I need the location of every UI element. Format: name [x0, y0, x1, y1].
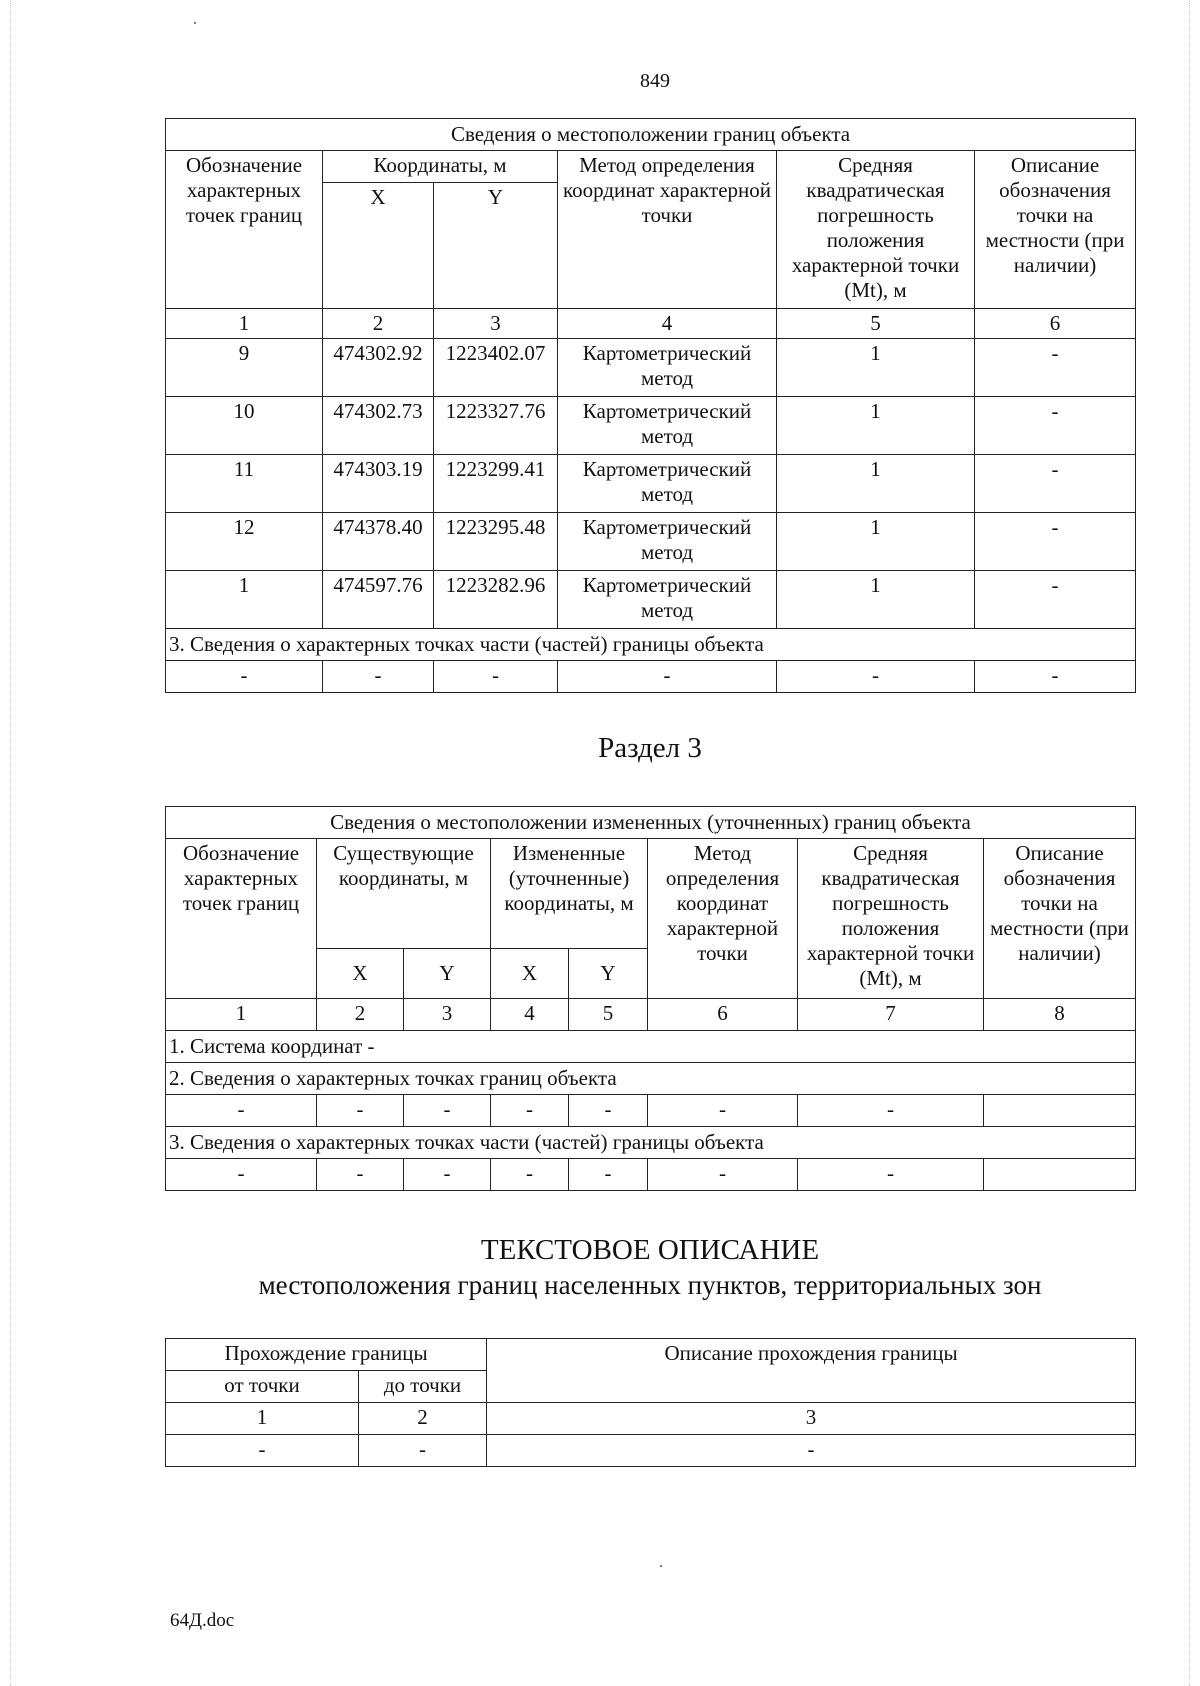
- text-description-subtitle: местоположения границ населенных пунктов, территориальных зон: [258, 1270, 1042, 1300]
- table-row: [166, 571, 1136, 629]
- col-number: 7: [798, 999, 984, 1031]
- empty-cell: -: [777, 661, 975, 693]
- point-cell: 10: [166, 397, 323, 455]
- desc-cell: -: [975, 339, 1136, 397]
- coordinate-system-label: 1. Система координат -: [166, 1031, 1136, 1063]
- column-number-row: [166, 999, 1136, 1031]
- col-number: 2: [323, 309, 434, 339]
- y-cell: 1223295.48: [434, 513, 558, 571]
- col-number: 5: [569, 999, 648, 1031]
- col-header-designation: Обозначение характерных точек границ: [166, 151, 323, 309]
- empty-cell: -: [569, 1095, 648, 1127]
- table-row: [166, 1095, 1136, 1127]
- scan-speck: [194, 22, 196, 24]
- col-header-from-point: от точки: [166, 1371, 359, 1403]
- point-cell: 1: [166, 571, 323, 629]
- empty-cell: -: [648, 1159, 798, 1191]
- scan-speck: [660, 1565, 662, 1567]
- col-header-changed-coords: Измененные (уточненные) координаты, м: [491, 839, 648, 949]
- column-number-row: [166, 1403, 1136, 1435]
- empty-cell: -: [648, 1095, 798, 1127]
- section-label: 2. Сведения о характерных точках границ объекта: [166, 1063, 1136, 1095]
- method-cell: Картометрический метод: [558, 571, 777, 629]
- x-cell: 474378.40: [323, 513, 434, 571]
- empty-cell: -: [404, 1159, 491, 1191]
- table-caption: Сведения о местоположении измененных (уточненных) границ объекта: [166, 807, 1136, 839]
- empty-cell: -: [434, 661, 558, 693]
- table-row: [166, 1159, 1136, 1191]
- x-cell: 474597.76: [323, 571, 434, 629]
- col-header-existing-coords: Существующие координаты, м: [317, 839, 491, 949]
- mt-cell: 1: [777, 571, 975, 629]
- desc-cell: -: [975, 455, 1136, 513]
- empty-cell: -: [359, 1435, 487, 1467]
- empty-cell: -: [404, 1095, 491, 1127]
- section-label: 3. Сведения о характерных точках части (частей) границы объекта: [166, 629, 1136, 661]
- y-cell: 1223327.76: [434, 397, 558, 455]
- changed-boundaries-table: [165, 806, 1136, 1191]
- mt-cell: 1: [777, 455, 975, 513]
- mt-cell: 1: [777, 513, 975, 571]
- boundary-passage-table: [165, 1338, 1136, 1467]
- col-header-coordinates: Координаты, м: [323, 151, 558, 183]
- table-caption: Сведения о местоположении границ объекта: [166, 119, 1136, 151]
- empty-cell: -: [975, 661, 1136, 693]
- col-header-x: X: [323, 183, 434, 309]
- empty-cell: -: [166, 661, 323, 693]
- col-number: 3: [434, 309, 558, 339]
- mt-cell: 1: [777, 339, 975, 397]
- col-number: 3: [404, 999, 491, 1031]
- point-cell: 12: [166, 513, 323, 571]
- empty-cell: [984, 1095, 1136, 1127]
- scan-right-edge: [1189, 0, 1200, 1686]
- column-number-row: [166, 309, 1136, 339]
- empty-cell: -: [487, 1435, 1136, 1467]
- table-row: [166, 661, 1136, 693]
- col-number: 2: [317, 999, 404, 1031]
- col-header-error: Средняя квадратическая погрешность положения характерной точки (Mt), м: [777, 151, 975, 309]
- table-row: [166, 339, 1136, 397]
- page-number: 849: [640, 70, 670, 92]
- desc-cell: -: [975, 397, 1136, 455]
- empty-cell: -: [166, 1159, 317, 1191]
- x-cell: 474302.92: [323, 339, 434, 397]
- boundary-location-table: [165, 118, 1136, 693]
- empty-cell: -: [491, 1095, 569, 1127]
- point-cell: 9: [166, 339, 323, 397]
- empty-cell: [984, 1159, 1136, 1191]
- table-row: [166, 513, 1136, 571]
- col-header-designation: Обозначение характерных точек границ: [166, 839, 317, 999]
- col-header-error: Средняя квадратическая погрешность положения характерной точки (Mt), м: [798, 839, 984, 999]
- empty-cell: -: [317, 1159, 404, 1191]
- point-cell: 11: [166, 455, 323, 513]
- mt-cell: 1: [777, 397, 975, 455]
- table-row: [166, 1435, 1136, 1467]
- empty-cell: -: [569, 1159, 648, 1191]
- method-cell: Картометрический метод: [558, 397, 777, 455]
- col-header-description: Описание обозначения точки на местности (при наличии): [975, 151, 1136, 309]
- col-number: 4: [491, 999, 569, 1031]
- section-label: 3. Сведения о характерных точках части (частей) границы объекта: [166, 1127, 1136, 1159]
- desc-cell: -: [975, 571, 1136, 629]
- desc-cell: -: [975, 513, 1136, 571]
- x-cell: 474303.19: [323, 455, 434, 513]
- col-header-passage: Прохождение границы: [166, 1339, 487, 1371]
- table-row: [166, 397, 1136, 455]
- col-number: 6: [975, 309, 1136, 339]
- empty-cell: -: [491, 1159, 569, 1191]
- col-header-method: Метод определения координат характерной точки: [558, 151, 777, 309]
- table-row: [166, 455, 1136, 513]
- y-cell: 1223282.96: [434, 571, 558, 629]
- col-number: 1: [166, 999, 317, 1031]
- x-cell: 474302.73: [323, 397, 434, 455]
- empty-cell: -: [798, 1095, 984, 1127]
- method-cell: Картометрический метод: [558, 455, 777, 513]
- col-number: 6: [648, 999, 798, 1031]
- col-header-method: Метод определения координат характерной точки: [648, 839, 798, 999]
- col-header-description: Описание обозначения точки на местности (при наличии): [984, 839, 1136, 999]
- col-number: 8: [984, 999, 1136, 1031]
- method-cell: Картометрический метод: [558, 513, 777, 571]
- footer-filename: 64Д.doc: [170, 1610, 235, 1631]
- col-number: 2: [359, 1403, 487, 1435]
- col-header-y: Y: [569, 949, 648, 999]
- method-cell: Картометрический метод: [558, 339, 777, 397]
- y-cell: 1223402.07: [434, 339, 558, 397]
- col-header-x: X: [317, 949, 404, 999]
- col-header-to-point: до точки: [359, 1371, 487, 1403]
- col-number: 4: [558, 309, 777, 339]
- section-heading: Раздел 3: [598, 732, 702, 764]
- col-header-x: X: [491, 949, 569, 999]
- col-header-passage-description: Описание прохождения границы: [487, 1339, 1136, 1403]
- col-header-y: Y: [404, 949, 491, 999]
- col-header-y: Y: [434, 183, 558, 309]
- empty-cell: -: [166, 1435, 359, 1467]
- empty-cell: -: [798, 1159, 984, 1191]
- empty-cell: -: [317, 1095, 404, 1127]
- empty-cell: -: [323, 661, 434, 693]
- empty-cell: -: [166, 1095, 317, 1127]
- col-number: 1: [166, 309, 323, 339]
- scan-left-edge: [0, 0, 11, 1686]
- empty-cell: -: [558, 661, 777, 693]
- col-number: 1: [166, 1403, 359, 1435]
- col-number: 3: [487, 1403, 1136, 1435]
- col-number: 5: [777, 309, 975, 339]
- text-description-title: ТЕКСТОВОЕ ОПИСАНИЕ: [480, 1234, 820, 1266]
- y-cell: 1223299.41: [434, 455, 558, 513]
